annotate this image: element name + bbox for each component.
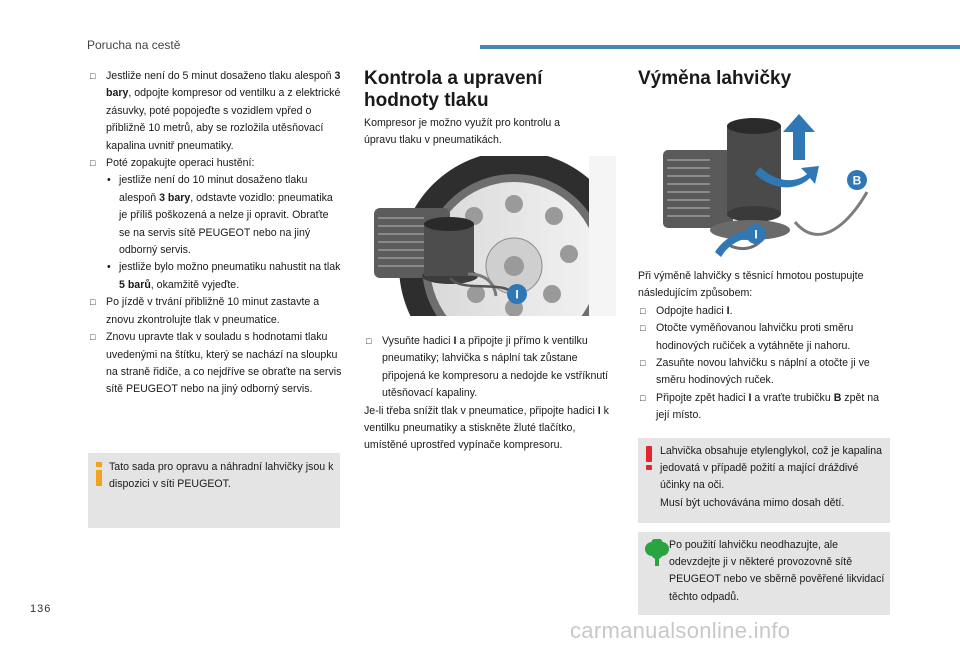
svg-text:I: I: [754, 227, 758, 242]
section-title: Kontrola a upravení hodnoty tlaku: [364, 68, 543, 111]
eco-note: [638, 532, 890, 615]
check-square-bullet-icon: □: [90, 297, 96, 308]
page-number: 136: [30, 603, 52, 615]
left-column: [88, 68, 342, 399]
list-item: □ Znovu upravte tlak v souladu s hodnotami tlaku uvedenými na štítku, který se nachází na sloupku na straně řidiče, a co nejdříve se obraťte na servis sítě PEUGEOT nebo na jiný odborný servis.: [90, 331, 342, 396]
middle-text: [364, 333, 616, 455]
warning-note-text: Lahvička obsahuje etylenglykol, což je kapalina jedovatá v případě požití a mající dráždivé účinky na oči. Musí být uchovávána mimo dosah dětí.: [660, 445, 883, 509]
info-icon: [95, 462, 103, 486]
right-text: [638, 268, 888, 425]
bullet-dot-icon: •: [107, 261, 111, 274]
list-item: □ Připojte zpět hadici I a vraťte trubičku B zpět na její místo.: [640, 391, 880, 422]
section-header: Porucha na cestě: [87, 38, 181, 52]
check-square-bullet-icon: □: [640, 358, 646, 369]
eco-note-text: Po použití lahvičku neodhazujte, ale odevzdejte ji v některé provozovně sítě PEUGEOT nebo ve sběrně pověřené likvidací těchto odpadů.: [669, 539, 885, 603]
warning-icon: [646, 446, 652, 470]
warning-note: [638, 438, 890, 523]
bullet-dot-icon: •: [107, 174, 111, 187]
check-square-bullet-icon: □: [366, 336, 372, 346]
check-square-bullet-icon: □: [640, 323, 646, 334]
list-item: □ Otočte vyměňovanou lahvičku proti směru hodinových ručiček a vytáhněte ji nahoru.: [640, 322, 854, 352]
compressor-wheel-illustration: [364, 156, 616, 316]
check-square-bullet-icon: □: [640, 305, 646, 316]
section-title: Výměna lahvičky: [638, 68, 792, 89]
list-item: □ Vysuňte hadici I a připojte ji přímo k ventilku pneumatiky; lahvička s náplní tak zůstane připojená ke kompresoru a nedojde ke vstříknutí utěsňovací kapaliny.: [366, 335, 609, 400]
eco-tree-icon: [645, 539, 669, 567]
check-square-bullet-icon: □: [90, 332, 96, 343]
list-item: □ Zasuňte novou lahvičku s náplní a otočte ji ve směru hodinových ruček.: [640, 357, 870, 387]
paragraph: Je-li třeba snížit tlak v pneumatice, připojte hadici I k ventilku pneumatiky a stiskněte žluté tlačítko, umístěné uprostřed vypínače kompresoru.: [364, 404, 609, 452]
info-note: [88, 453, 340, 528]
sub-list-item: • jestliže bylo možno pneumatiku nahustit na tlak 5 barů, okamžitě vyjeďte.: [107, 261, 341, 291]
watermark: carmanualsonline.info: [570, 618, 791, 643]
bottle-replacement-illustration: [655, 112, 880, 262]
list-item: □ Odpojte hadici I.: [638, 303, 888, 320]
list-item: □ Po jízdě v trvání přibližně 10 minut zastavte a znovu zkontrolujte tlak v pneumatice.: [90, 296, 320, 326]
list-item: □ Poté zopakujte operaci hustění:: [88, 155, 342, 172]
check-square-bullet-icon: □: [640, 392, 646, 403]
intro-text: Kompresor je možno využít pro kontrolu a úpravu tlaku v pneumatikách.: [364, 117, 561, 147]
svg-text:I: I: [515, 287, 519, 302]
header-accent-bar: [480, 45, 960, 49]
svg-text:B: B: [852, 173, 862, 188]
check-square-bullet-icon: □: [90, 158, 96, 169]
intro-text: Při výměně lahvičky s těsnicí hmotou postupujte následujícím způsobem:: [638, 270, 864, 300]
info-note-text: Tato sada pro opravu a náhradní lahvičky jsou k dispozici v síti PEUGEOT.: [109, 461, 334, 491]
sub-list-item: • jestliže není do 10 minut dosaženo tlaku alespoň 3 bary, odstavte vozidlo: pneumatika je příliš poškozená a nelze ji opravit. Obraťte se na servis sítě PEUGEOT nebo na jiný odborný servis.: [107, 174, 333, 257]
list-item: □ Jestliže není do 5 minut dosaženo tlaku alespoň 3 bary, odpojte kompresor od ventilku a z elektrické zásuvky, poté popojeďte s vozidlem vpřed o přibližně 10 metrů, aby se rozložila utěsňovací kapalina uvnitř pneumatiky.: [90, 70, 341, 152]
check-square-bullet-icon: □: [90, 71, 96, 81]
